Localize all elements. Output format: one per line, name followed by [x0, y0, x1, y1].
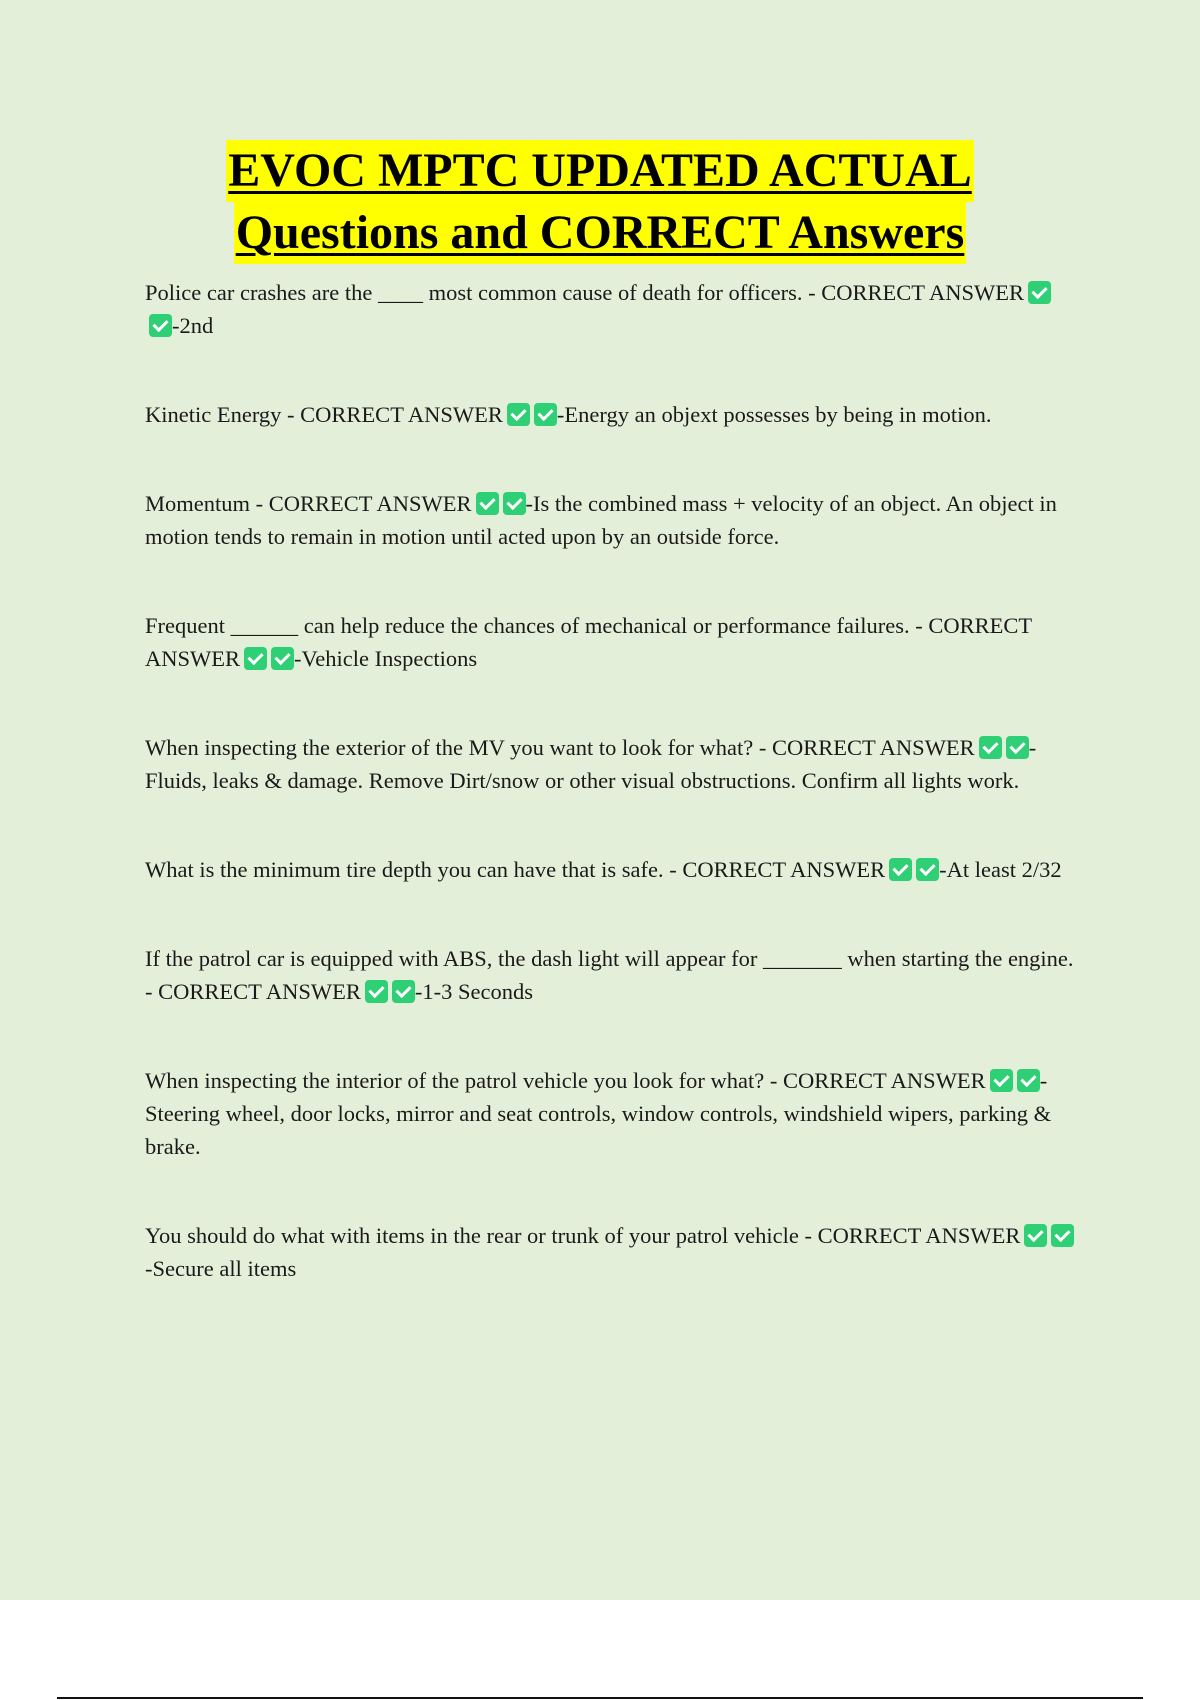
correct-answer-label: CORRECT ANSWER [771, 735, 975, 760]
check-box-icon [1051, 1224, 1074, 1247]
check-box-icon [1028, 281, 1051, 304]
question-text: Police car crashes are the ____ most common cause of death for officers. [145, 280, 803, 305]
check-box-icon [392, 980, 415, 1003]
correct-answer-label: CORRECT ANSWER [145, 613, 1032, 671]
correct-answer-label: CORRECT ANSWER [300, 402, 503, 427]
correct-answer-label: CORRECT ANSWER [158, 979, 361, 1004]
correct-answer-label: CORRECT ANSWER [821, 280, 1024, 305]
qa-item: Kinetic Energy - CORRECT ANSWER -Energy an objext possesses by being in motion. [145, 402, 992, 427]
correct-answer-label: CORRECT ANSWER [682, 857, 886, 882]
question-text: Kinetic Energy [145, 402, 282, 427]
check-box-icon [476, 492, 499, 515]
answer-text: Fluids, leaks & damage. Remove Dirt/snow or other visual obstructions. Confirm all lights work. [145, 768, 1020, 793]
question-text: Frequent ______ can help reduce the chances of mechanical or performance failures. [145, 613, 910, 638]
footer-divider [57, 1697, 1143, 1699]
title-line-1: EVOC MPTC UPDATED ACTUAL [226, 140, 974, 202]
question-text: What is the minimum tire depth you can have that is safe. [145, 857, 664, 882]
answer-text: Secure all items [152, 1256, 297, 1281]
answer-text: Vehicle Inspections [301, 646, 478, 671]
check-box-icon [1024, 1224, 1047, 1247]
qa-item: Momentum - CORRECT ANSWER -Is the combined mass + velocity of an object. An object in motion tends to remain in motion until acted upon by an outside force. [145, 491, 1057, 549]
title-line-2: Questions and CORRECT Answers [234, 202, 967, 264]
qa-item: If the patrol car is equipped with ABS, the dash light will appear for _______ when starting the engine. - CORRECT ANSWER -1-3 Seconds [145, 946, 1074, 1004]
question-text: Momentum [145, 491, 250, 516]
correct-answer-label: CORRECT ANSWER [817, 1223, 1021, 1248]
qa-item: You should do what with items in the rear or trunk of your patrol vehicle - CORRECT ANSWER-Secure all items [145, 1219, 1075, 1285]
qa-item: When inspecting the interior of the patrol vehicle you look for what? - CORRECT ANSWER -Steering wheel, door locks, mirror and seat controls, window controls, windshield wipers, parking & brake. [145, 1068, 1052, 1159]
qa-item: What is the minimum tire depth you can have that is safe. - CORRECT ANSWER -At least 2/32 [145, 857, 1062, 882]
check-box-icon [916, 858, 939, 881]
question-text: You should do what with items in the rear or trunk of your patrol vehicle [145, 1223, 799, 1248]
check-box-icon [979, 736, 1002, 759]
check-box-icon [534, 403, 557, 426]
qa-item: Police car crashes are the ____ most common cause of death for officers. - CORRECT ANSWER-2nd [145, 276, 1075, 342]
question-text: When inspecting the interior of the patrol vehicle you look for what? [145, 1068, 765, 1093]
answer-text: 2nd [179, 313, 214, 338]
check-box-icon [149, 314, 172, 337]
qa-item: Frequent ______ can help reduce the chances of mechanical or performance failures. - CORRECT ANSWER -Vehicle Inspections [145, 613, 1032, 671]
document-title [0, 140, 1200, 264]
answer-text: Is the combined mass + velocity of an object. An object in motion tends to remain in motion until acted upon by an outside force. [145, 491, 1057, 549]
check-box-icon [271, 647, 294, 670]
check-box-icon [503, 492, 526, 515]
answer-text: Steering wheel, door locks, mirror and seat controls, window controls, windshield wipers, parking & brake. [145, 1101, 1052, 1159]
correct-answer-label: CORRECT ANSWER [268, 491, 472, 516]
answer-text: At least 2/32 [946, 857, 1062, 882]
answer-text: Energy an objext possesses by being in motion. [564, 402, 992, 427]
correct-answer-label: CORRECT ANSWER [782, 1068, 986, 1093]
check-box-icon [889, 858, 912, 881]
check-box-icon [1017, 1069, 1040, 1092]
check-box-icon [1006, 736, 1029, 759]
question-text: If the patrol car is equipped with ABS, the dash light will appear for _______ when starting the engine. [145, 946, 1074, 971]
check-box-icon [990, 1069, 1013, 1092]
qa-list [145, 276, 1075, 1341]
question-text: When inspecting the exterior of the MV you want to look for what? [145, 735, 754, 760]
qa-item: When inspecting the exterior of the MV you want to look for what? - CORRECT ANSWER -Fluids, leaks & damage. Remove Dirt/snow or other visual obstructions. Confirm all lights work. [145, 735, 1037, 793]
check-box-icon [365, 980, 388, 1003]
answer-text: 1-3 Seconds [422, 979, 533, 1004]
check-box-icon [507, 403, 530, 426]
check-box-icon [244, 647, 267, 670]
